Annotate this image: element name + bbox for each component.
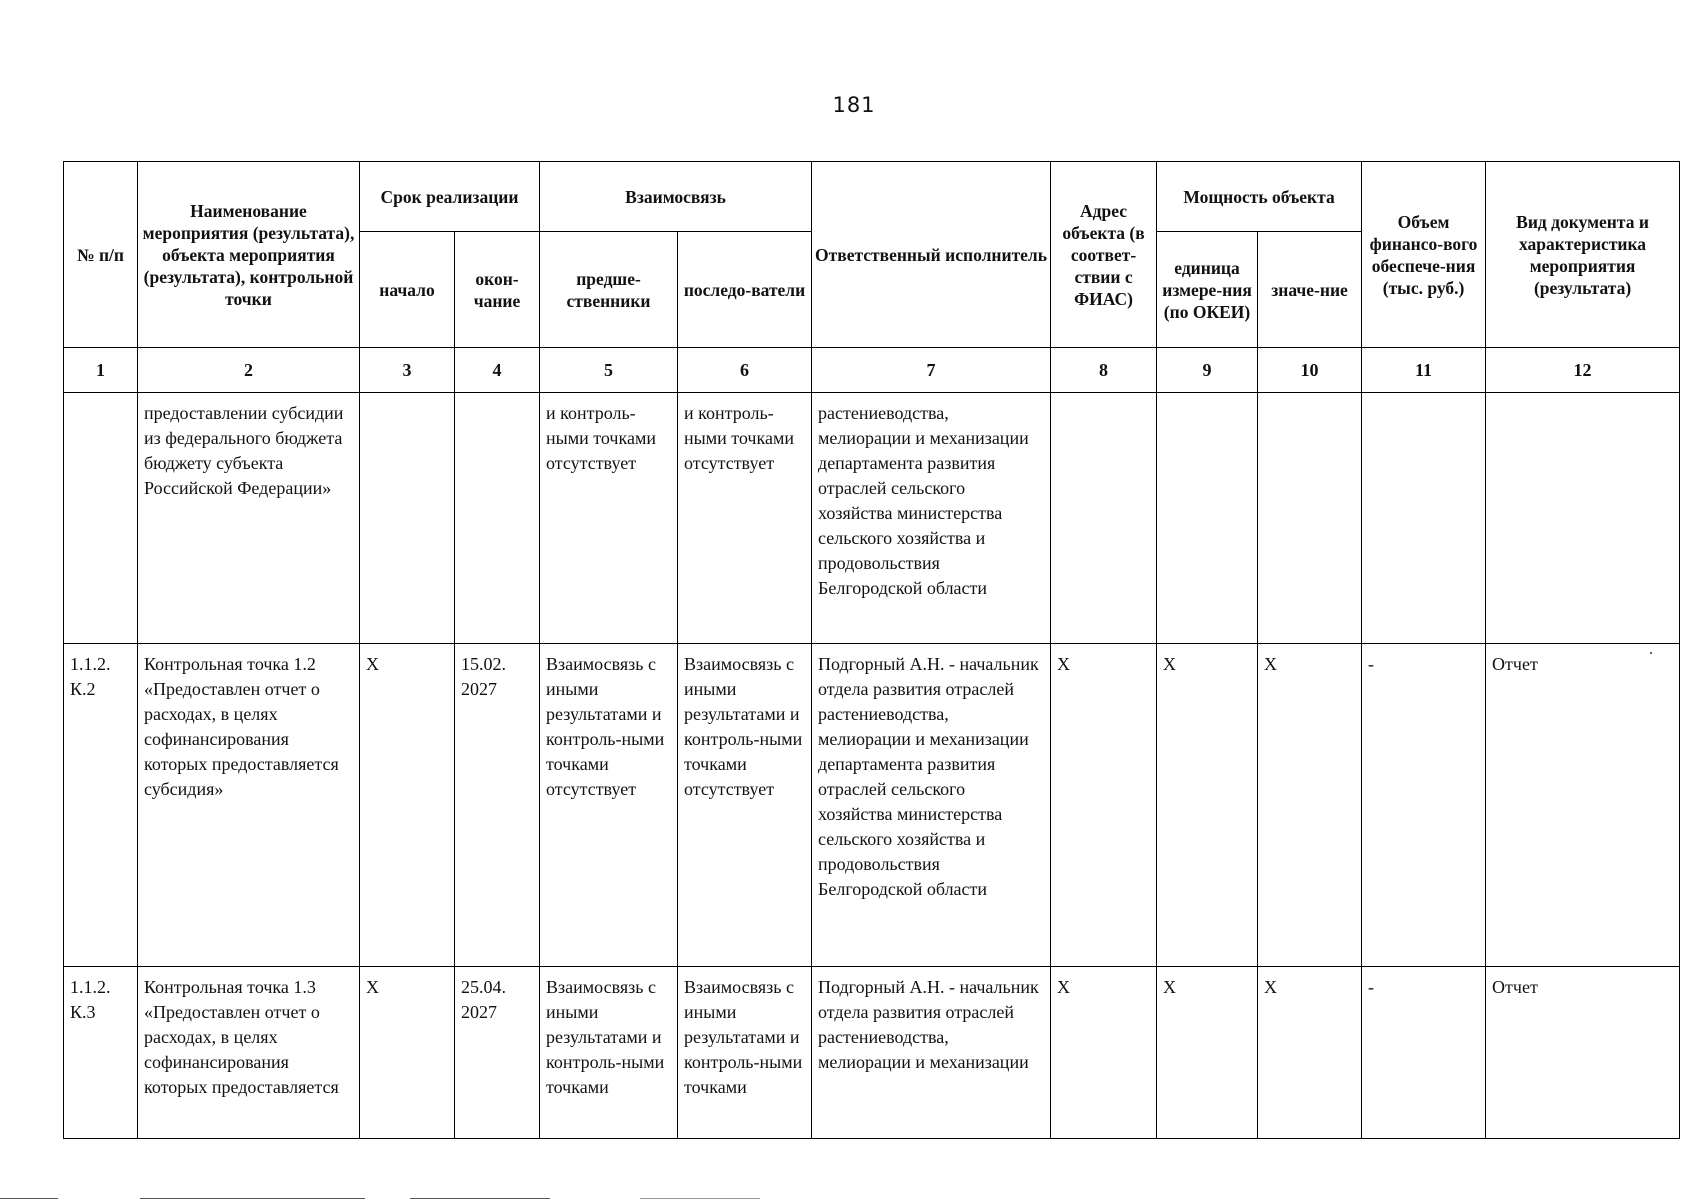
cell-funding <box>1362 393 1486 644</box>
header-link-group: Взаимосвязь <box>540 162 812 232</box>
header-address: Адрес объекта (в соответ-ствии с ФИАС) <box>1051 162 1157 348</box>
column-number: 12 <box>1486 348 1680 393</box>
cell-successors: и контроль-ными точками отсутствует <box>678 393 812 644</box>
scan-artifact-line <box>640 1198 760 1199</box>
header-funding: Объем финансо-вого обеспече-ния (тыс. руб.) <box>1362 162 1486 348</box>
cell-name: Контрольная точка 1.2 «Предоставлен отчет о расходах, в целях софинансирования которых предоставляется субсидия» <box>138 644 360 967</box>
header-document: Вид документа и характеристика мероприятия (результата) <box>1486 162 1680 348</box>
cell-executor: растениеводства, мелиорации и механизации департамента развития отраслей сельского хозяйства министерства сельского хозяйства и продовольствия Белгородской области <box>812 393 1051 644</box>
column-number: 2 <box>138 348 360 393</box>
cell-document <box>1486 393 1680 644</box>
column-number-row <box>64 348 1680 393</box>
cell-predecessors: Взаимосвязь с иными результатами и контроль-ными точками <box>540 967 678 1139</box>
cell-number <box>64 393 138 644</box>
page-number: 181 <box>832 93 876 117</box>
table-row <box>64 644 1680 967</box>
cell-number: 1.1.2. К.3 <box>64 967 138 1139</box>
cell-start: X <box>360 967 455 1139</box>
header-capacity-group: Мощность объекта <box>1157 162 1362 232</box>
column-number: 1 <box>64 348 138 393</box>
cell-funding: - <box>1362 644 1486 967</box>
cell-predecessors: Взаимосвязь с иными результатами и контроль-ными точками отсутствует <box>540 644 678 967</box>
cell-number: 1.1.2. К.2 <box>64 644 138 967</box>
cell-name: предоставлении субсидии из федерального бюджета бюджету субъекта Российской Федерации» <box>138 393 360 644</box>
cell-name: Контрольная точка 1.3 «Предоставлен отчет о расходах, в целях софинансирования которых предоставляется <box>138 967 360 1139</box>
scan-artifact-line <box>410 1198 550 1199</box>
header-capacity-value: значе-ние <box>1258 232 1362 348</box>
column-number: 11 <box>1362 348 1486 393</box>
cell-executor: Подгорный А.Н. - начальник отдела развития отраслей растениеводства, мелиорации и механизации департамента развития отраслей сельского хозяйства министерства сельского хозяйства и продовольствия Белгородской области <box>812 644 1051 967</box>
header-row-1 <box>64 162 1680 232</box>
header-executor: Ответственный исполнитель <box>812 162 1051 348</box>
header-period-end: окон-чание <box>455 232 540 348</box>
cell-predecessors: и контроль-ными точками отсутствует <box>540 393 678 644</box>
scan-artifact-line <box>140 1198 365 1199</box>
cell-document: Отчет <box>1486 644 1680 967</box>
column-number: 9 <box>1157 348 1258 393</box>
cell-start <box>360 393 455 644</box>
cell-successors: Взаимосвязь с иными результатами и контроль-ными точками <box>678 967 812 1139</box>
header-period-group: Срок реализации <box>360 162 540 232</box>
column-number: 7 <box>812 348 1051 393</box>
cell-end <box>455 393 540 644</box>
column-number: 10 <box>1258 348 1362 393</box>
cell-address: X <box>1051 644 1157 967</box>
header-link-successors: последо-ватели <box>678 232 812 348</box>
cell-document: Отчет <box>1486 967 1680 1139</box>
plan-table <box>63 161 1680 1139</box>
cell-end: 25.04. 2027 <box>455 967 540 1139</box>
scan-artifact-line <box>0 1198 58 1199</box>
table-row <box>64 393 1680 644</box>
header-number: № п/п <box>64 162 138 348</box>
table-row <box>64 967 1680 1139</box>
cell-end: 15.02. 2027 <box>455 644 540 967</box>
cell-start: X <box>360 644 455 967</box>
cell-value: X <box>1258 644 1362 967</box>
cell-unit <box>1157 393 1258 644</box>
column-number: 3 <box>360 348 455 393</box>
cell-funding: - <box>1362 967 1486 1139</box>
header-link-predecessors: предше-ственники <box>540 232 678 348</box>
column-number: 8 <box>1051 348 1157 393</box>
header-capacity-unit: единица измере-ния (по ОКЕИ) <box>1157 232 1258 348</box>
header-name: Наименование мероприятия (результата), объекта мероприятия (результата), контрольной точки <box>138 162 360 348</box>
column-number: 4 <box>455 348 540 393</box>
column-number: 6 <box>678 348 812 393</box>
cell-address <box>1051 393 1157 644</box>
cell-address: X <box>1051 967 1157 1139</box>
cell-executor: Подгорный А.Н. - начальник отдела развития отраслей растениеводства, мелиорации и механизации <box>812 967 1051 1139</box>
cell-value <box>1258 393 1362 644</box>
cell-successors: Взаимосвязь с иными результатами и контроль-ными точками отсутствует <box>678 644 812 967</box>
cell-unit: X <box>1157 967 1258 1139</box>
scan-artifact-dot <box>1650 652 1652 654</box>
cell-unit: X <box>1157 644 1258 967</box>
column-number: 5 <box>540 348 678 393</box>
cell-value: X <box>1258 967 1362 1139</box>
header-period-start: начало <box>360 232 455 348</box>
